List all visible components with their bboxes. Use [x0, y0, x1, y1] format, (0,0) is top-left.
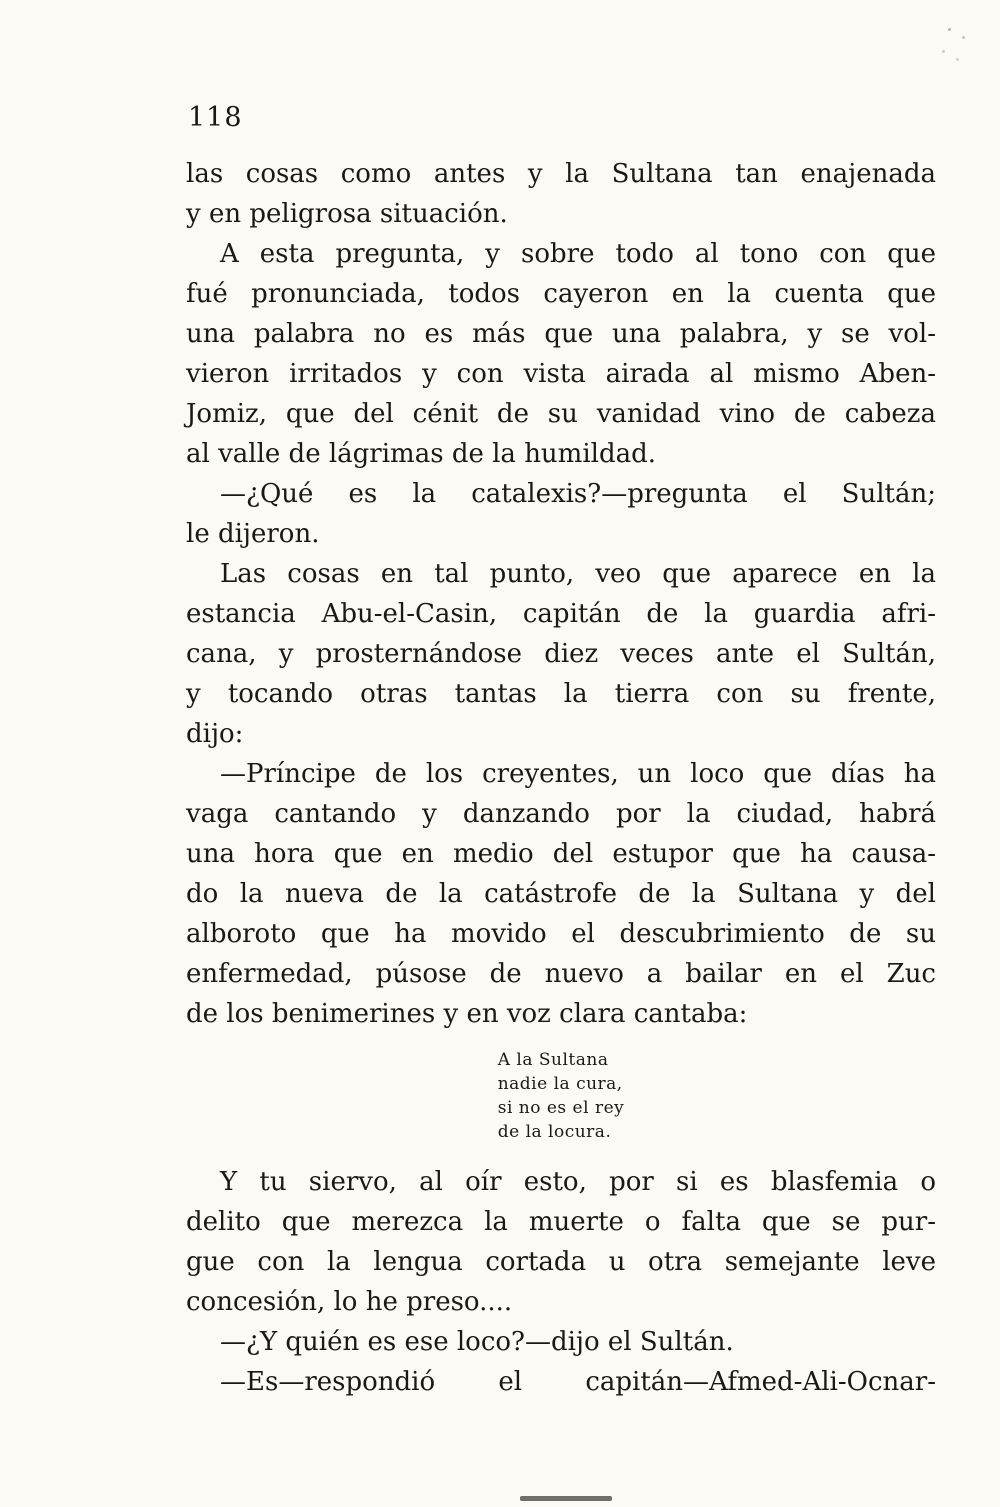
text-line: y en peligrosa situación.: [186, 199, 508, 229]
text-line: vaga cantando y danzando por la ciudad, habrá: [186, 799, 936, 829]
text-line: si no es el rey: [497, 1098, 625, 1118]
text-line: y tocando otras tantas la tierra con su frente,: [186, 679, 936, 709]
text-line: Jomiz, que del cénit de su vanidad vino de cabeza: [186, 399, 936, 429]
text-line: enfermedad, púsose de nuevo a bailar en el Zuc: [186, 959, 936, 989]
text-line: A esta pregunta, y sobre todo al tono con que: [220, 239, 936, 269]
text-line: —¿Y quién es ese loco?—dijo el Sultán.: [220, 1327, 734, 1357]
paragraph: [186, 1322, 936, 1362]
text-line: do la nueva de la catástrofe de la Sultana y del: [186, 879, 936, 909]
text-line: una palabra no es más que una palabra, y se vol-: [186, 319, 936, 349]
text-line: de la locura.: [497, 1122, 612, 1142]
text-line: fué pronunciada, todos cayeron en la cuenta que: [186, 279, 936, 309]
text-line: A la Sultana: [497, 1050, 609, 1070]
scan-edge-artifact: [520, 1496, 612, 1501]
text-line: —Es—respondió el capitán—Afmed-Ali-Ocnar-: [220, 1367, 936, 1397]
text-line: —Príncipe de los creyentes, un loco que días ha: [220, 759, 936, 789]
text-line: —¿Qué es la catalexis?—pregunta el Sultán;: [220, 479, 936, 509]
verse-lines: [498, 1048, 625, 1144]
text-line: gue con la lengua cortada u otra semejante leve: [186, 1247, 936, 1277]
verse-block: [186, 1048, 936, 1144]
text-line: vieron irritados y con vista airada al mismo Aben-: [186, 359, 936, 389]
text-line: nadie la cura,: [497, 1074, 623, 1094]
paragraph: [186, 1162, 936, 1322]
text-line: Y tu siervo, al oír esto, por si es blasfemia o: [220, 1167, 936, 1197]
paragraph: [186, 1362, 936, 1402]
text-line: alboroto que ha movido el descubrimiento de su: [186, 919, 936, 949]
text-line: delito que merezca la muerte o falta que se pur-: [186, 1207, 936, 1237]
scan-noise-artifact: [948, 28, 951, 31]
text-line: una hora que en medio del estupor que ha causa-: [186, 839, 936, 869]
text-line: de los benimerines y en voz clara cantaba:: [186, 999, 748, 1029]
text-line: estancia Abu-el-Casin, capitán de la guardia afri-: [186, 599, 936, 629]
paragraph: [186, 474, 936, 554]
paragraph: [186, 154, 936, 234]
text-line: Las cosas en tal punto, veo que aparece en la: [220, 559, 936, 589]
text-line: las cosas como antes y la Sultana tan enajenada: [186, 159, 936, 189]
page-number: 118: [188, 102, 243, 133]
text-line: cana, y prosternándose diez veces ante el Sultán,: [186, 639, 936, 669]
paragraph: [186, 754, 936, 1034]
paragraph: [186, 234, 936, 474]
text-line: le dijeron.: [186, 519, 320, 549]
page-text-body: [186, 154, 936, 1402]
paragraph: [186, 554, 936, 754]
text-line: dijo:: [186, 719, 244, 749]
text-line: concesión, lo he preso....: [186, 1287, 513, 1317]
text-line: al valle de lágrimas de la humildad.: [186, 439, 657, 469]
